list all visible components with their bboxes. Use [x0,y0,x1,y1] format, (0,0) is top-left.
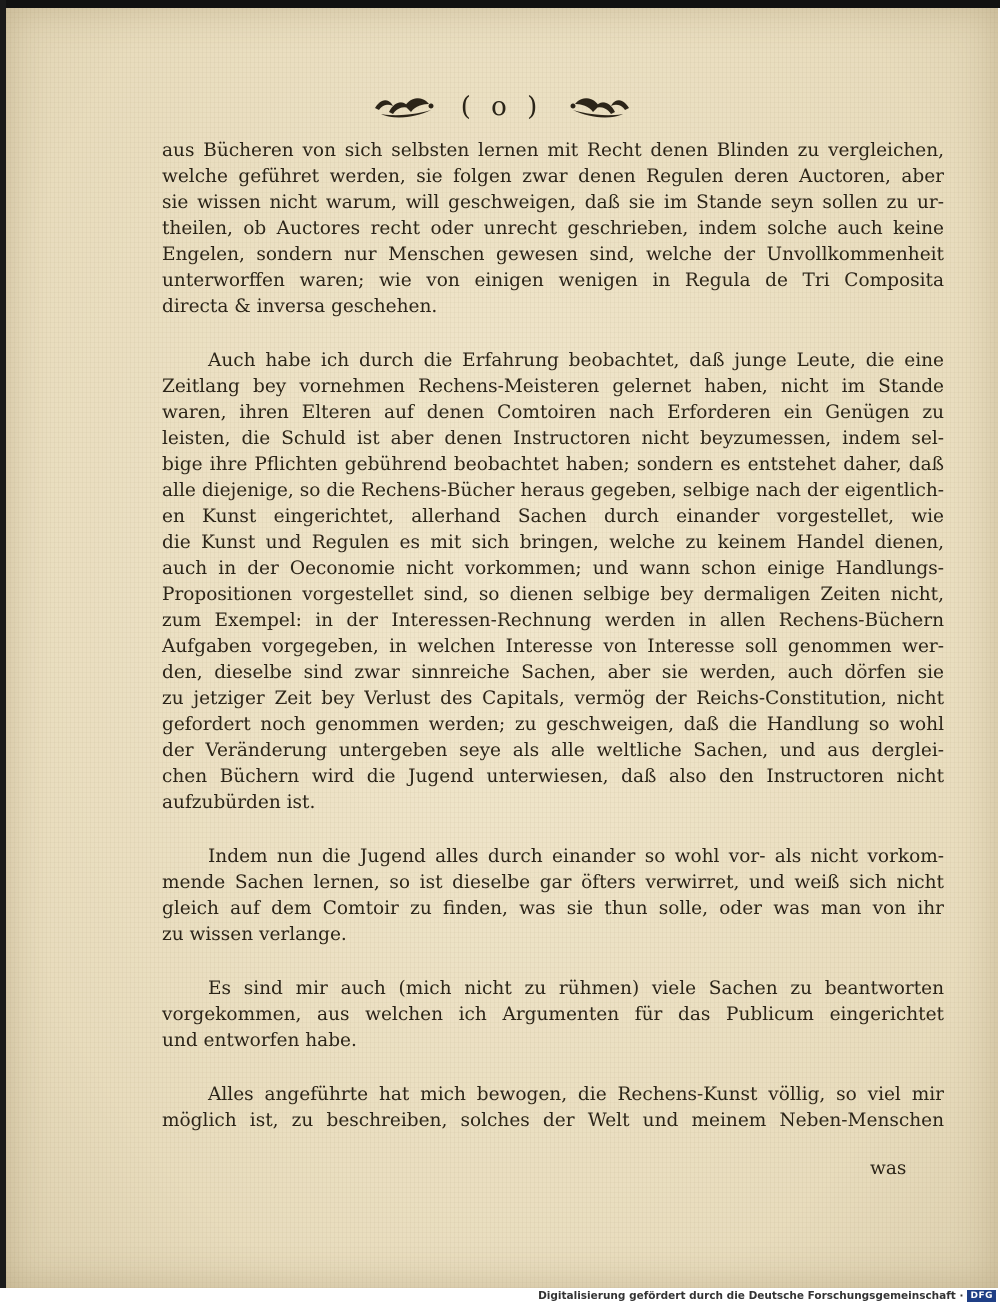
text-line: zu wissen verlange. [162,924,347,945]
text-line: zu jetziger Zeit bey Verlust des Capitals, vermög der Reichs-Constitution, nicht [162,688,944,709]
paragraph-2 [162,348,944,816]
scanned-page [6,8,998,1288]
text-line: mende Sachen lernen, so ist dieselbe gar öfters verwirret, und weiß sich nicht [162,872,944,893]
text-line: Auch habe ich durch die Erfahrung beobachtet, daß junge Leute, die eine [208,350,944,371]
text-line: der Veränderung untergeben seye als alle weltliche Sachen, und aus derglei- [162,740,944,761]
body-text [162,138,944,1134]
text-line: die Kunst und Regulen es mit sich bringen, welche zu keinem Handel dienen, [162,532,944,553]
text-line: Es sind mir auch (mich nicht zu rühmen) viele Sachen zu beantworten [208,978,944,999]
dfg-logo: DFG [967,1290,996,1302]
text-line: theilen, ob Auctores recht oder unrecht geschrieben, indem solche auch keine [162,218,944,239]
catchword: was [870,1158,907,1179]
right-floral-ornament-icon [569,94,633,120]
paragraph-gap [162,948,944,976]
paragraph-gap [162,320,944,348]
paragraph-5 [162,1082,944,1134]
text-line: den, dieselbe sind zwar sinnreiche Sachen, aber sie werden, auch dörfen sie [162,662,944,683]
page-number: ( o ) [460,92,544,122]
text-line: en Kunst eingerichtet, allerhand Sachen durch einander vorgestellet, wie [162,506,944,527]
text-line: gleich auf dem Comtoir zu finden, was sie thun solle, oder was man von ihr [162,898,944,919]
paragraph-3 [162,844,944,948]
text-line: welche geführet werden, sie folgen zwar denen Regulen deren Auctoren, aber [162,166,944,187]
text-line: alle diejenige, so die Rechens-Bücher heraus gegeben, selbige nach der eigentlich- [162,480,944,501]
text-line: unterworffen waren; wie von einigen wenigen in Regula de Tri Composita [162,270,944,291]
text-line: möglich ist, zu beschreiben, solches der Welt und meinem Neben-Menschen [162,1110,944,1131]
paragraph-1 [162,138,944,320]
text-line: Zeitlang bey vornehmen Rechens-Meisteren gelernet haben, nicht im Stande [162,376,944,397]
paragraph-gap [162,1054,944,1082]
funding-credit: Digitalisierung gefördert durch die Deutsche Forschungsgemeinschaft · [538,1290,964,1302]
text-line: leisten, die Schuld ist aber denen Instructoren nicht beyzumessen, indem sel- [162,428,944,449]
paragraph-gap [162,816,944,844]
text-line: chen Büchern wird die Jugend unterwiesen, daß also den Instructoren nicht [162,766,944,787]
text-line: Alles angeführte hat mich bewogen, die Rechens-Kunst völlig, so viel mir [208,1084,944,1105]
text-line: Aufgaben vorgegeben, in welchen Interesse von Interesse soll genommen wer- [162,636,944,657]
text-line: Engelen, sondern nur Menschen gewesen sind, welche der Unvollkommenheit [162,244,944,265]
paragraph-4 [162,976,944,1054]
footer-bar [0,1288,1000,1304]
text-line: und entworfen habe. [162,1030,357,1051]
page-header [6,92,998,122]
text-line: gefordert noch genommen werden; zu geschweigen, daß die Handlung so wohl [162,714,944,735]
scan-top-border [0,0,1000,8]
text-line: zum Exempel: in der Interessen-Rechnung werden in allen Rechens-Büchern [162,610,944,631]
text-line: directa & inversa geschehen. [162,296,438,317]
text-line: sie wissen nicht warum, will geschweigen, daß sie im Stande seyn sollen zu ur- [162,192,944,213]
left-floral-ornament-icon [371,94,435,120]
text-line: bige ihre Pflichten gebührend beobachtet haben; sondern es entstehet daher, daß [162,454,944,475]
text-line: auch in der Oeconomie nicht vorkommen; und wann schon einige Handlungs- [162,558,944,579]
text-line: waren, ihren Elteren auf denen Comtoiren nach Erforderen ein Genügen zu [162,402,944,423]
text-line: aufzubürden ist. [162,792,316,813]
text-line: Propositionen vorgestellet sind, so dienen selbige bey dermaligen Zeiten nicht, [162,584,944,605]
text-line: vorgekommen, aus welchen ich Argumenten für das Publicum eingerichtet [162,1004,944,1025]
text-line: aus Bücheren von sich selbsten lernen mit Recht denen Blinden zu vergleichen, [162,140,944,161]
text-line: Indem nun die Jugend alles durch einander so wohl vor- als nicht vorkom- [208,846,944,867]
